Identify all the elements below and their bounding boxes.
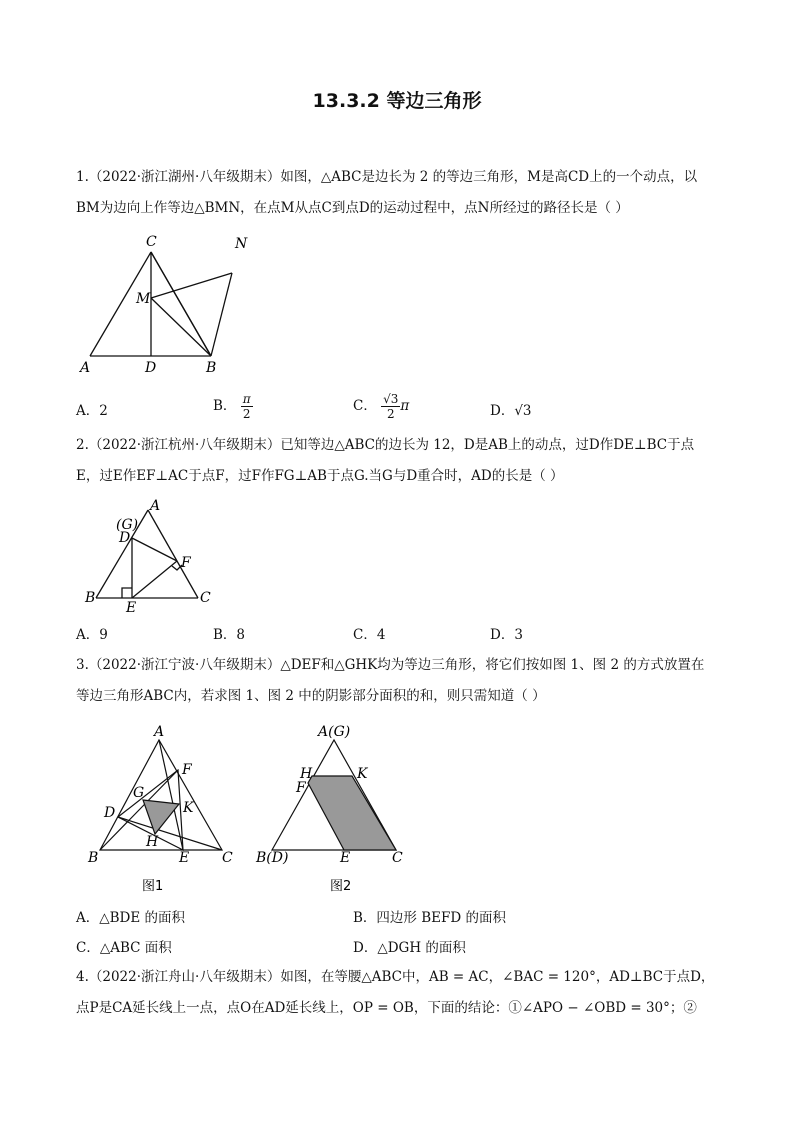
page-title: 13.3.2 等边三角形 [312, 90, 482, 112]
q1-segment-mb [151, 298, 211, 356]
q3f2-label-c: C [392, 850, 403, 866]
q3-option-c: C．△ABC 面积 [76, 940, 172, 956]
question-2-line-2: E，过E作EF⊥AC于点F，过F作FG⊥AB于点G.当G与D重合时，AD的长是（ ） [76, 468, 564, 484]
q3-option-a: A．△BDE 的面积 [76, 910, 186, 926]
q3f2-label-bd: B(D) [256, 850, 289, 866]
q3f1-label-f: F [182, 762, 192, 778]
question-3-figure-2 [254, 720, 414, 898]
question-3-line-2: 等边三角形ABC内，若求图 1、图 2 中的阴影部分面积的和，则只需知道（ ） [76, 688, 546, 704]
q2-edge-ac [148, 510, 198, 598]
q3f1-label-k: K [183, 800, 194, 816]
q3f1-label-g: G [133, 785, 145, 801]
q2-label-b: B [85, 590, 96, 606]
q2-segment-ef [132, 561, 177, 598]
q1-label-d: D [145, 360, 157, 376]
q2-option-b: B．8 [213, 627, 246, 643]
q1-option-a: A．2 [76, 403, 108, 419]
q2-option-a: A．9 [76, 627, 108, 643]
q3f1-triangle-abc [100, 740, 222, 850]
q2-label-g: (G) [116, 517, 139, 533]
q2-option-c: C．4 [353, 627, 386, 643]
q2-right-angle-e [122, 588, 132, 598]
q2-label-a: A [150, 498, 161, 514]
q3f1-label-e: E [179, 850, 190, 866]
q3f1-shaded-triangle-ghk [143, 800, 179, 834]
q3f1-label-h: H [146, 834, 159, 850]
q1-segment-cb [151, 252, 211, 356]
q1-option-b: B． $\frac{\pi}{2}$ [213, 392, 251, 421]
q3f1-label-a: A [154, 724, 165, 740]
question-2-figure [76, 496, 226, 616]
question-1-line-1: 1.（2022·浙江湖州·八年级期末）如图，△ABC是边长为 2 的等边三角形，M是高CD上的一个动点，以 [76, 169, 698, 185]
q3f2-label-k: K [357, 766, 368, 782]
q3-option-d: D．△DGH 的面积 [353, 940, 466, 956]
question-4-line-2: 点P是CA延长线上一点，点O在AD延长线上，OP = OB，下面的结论：①∠APO − ∠OBD = 30°；② [76, 1000, 697, 1016]
q2-label-c: C [200, 590, 211, 606]
question-2-line-1: 2.（2022·浙江杭州·八年级期末）已知等边△ABC的边长为 12，D是AB上的动点，过D作DE⊥BC于点 [76, 437, 695, 453]
q1-label-b: B [206, 360, 217, 376]
q1-label-n: N [235, 236, 248, 252]
q1-label-c: C [146, 234, 157, 250]
q3f2-label-f: F [296, 780, 306, 796]
q3f2-label-e: E [340, 850, 351, 866]
question-1-figure [76, 228, 266, 378]
q1-segment-nb [211, 273, 232, 356]
q3f1-label-c: C [222, 850, 233, 866]
question-2-text [76, 430, 721, 492]
question-4-text [76, 962, 721, 1024]
question-3-figure-1 [84, 720, 244, 898]
question-4-line-1: 4.（2022·浙江舟山·八年级期末）如图，在等腰△ABC中，AB = AC，∠BAC = 120°，AD⊥BC于点D， [76, 969, 715, 985]
q3f2-label-h: H [300, 766, 313, 782]
q3-option-b: B．四边形 BEFD 的面积 [353, 910, 506, 926]
question-1-text [76, 162, 721, 224]
q1-option-d: D．√3 [490, 403, 532, 419]
q3f2-label-ag: A(G) [318, 724, 351, 740]
q2-label-e: E [126, 600, 137, 616]
question-3-text [76, 650, 721, 712]
q1-label-m: M [136, 291, 151, 307]
q3f1-label-d: D [104, 805, 116, 821]
q1-segment-mn [151, 273, 232, 298]
q2-label-f: F [181, 555, 191, 571]
q3f2-shaded-parallelogram [308, 776, 396, 850]
q3-figure-2-caption: 图2 [330, 879, 352, 894]
question-3-line-1: 3.（2022·浙江宁波·八年级期末）△DEF和△GHK均为等边三角形，将它们按如图 1、图 2 的方式放置在 [76, 657, 705, 673]
q3-figure-1-caption: 图1 [142, 879, 164, 894]
q1-label-a: A [80, 360, 91, 376]
q2-option-d: D．3 [490, 627, 523, 643]
q3f1-label-b: B [88, 850, 99, 866]
question-1-line-2: BM为边向上作等边△BMN，在点M从点C到点D的运动过程中，点N所经过的路径长是（ ） [76, 200, 629, 216]
q2-label-d: D [119, 530, 131, 546]
q1-option-c: C． $\frac{√3}{2}$ π [353, 392, 410, 421]
